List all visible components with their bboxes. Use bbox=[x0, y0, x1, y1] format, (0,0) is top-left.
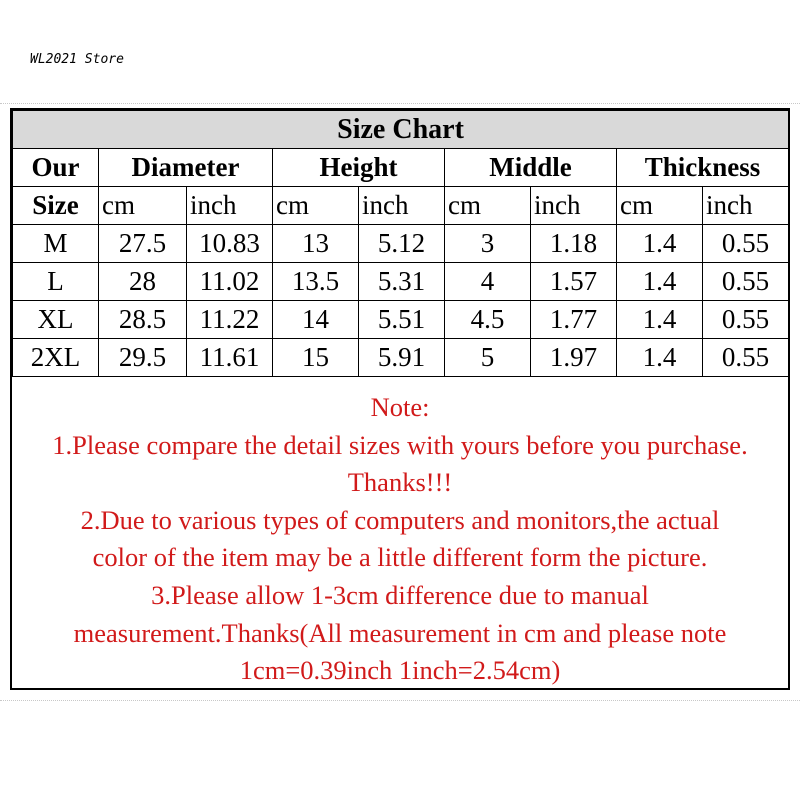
value-cell: 14 bbox=[273, 301, 359, 339]
value-cell: 13 bbox=[273, 225, 359, 263]
unit-cell: cm bbox=[617, 187, 703, 225]
value-cell: 5.31 bbox=[359, 263, 445, 301]
value-cell: 11.02 bbox=[187, 263, 273, 301]
chart-title: Size Chart bbox=[13, 111, 789, 149]
value-cell: 0.55 bbox=[703, 225, 789, 263]
note-line: 1cm=0.39inch 1inch=2.54cm) bbox=[239, 655, 561, 686]
value-cell: 5.12 bbox=[359, 225, 445, 263]
value-cell: 1.4 bbox=[617, 301, 703, 339]
value-cell: 0.55 bbox=[703, 263, 789, 301]
table-row bbox=[13, 263, 789, 301]
value-cell: 11.22 bbox=[187, 301, 273, 339]
unit-cell: inch bbox=[531, 187, 617, 225]
value-cell: 10.83 bbox=[187, 225, 273, 263]
unit-cell: inch bbox=[703, 187, 789, 225]
unit-cell: cm bbox=[273, 187, 359, 225]
size-cell: M bbox=[13, 225, 99, 263]
value-cell: 1.4 bbox=[617, 225, 703, 263]
size-chart bbox=[10, 108, 790, 690]
value-cell: 27.5 bbox=[99, 225, 187, 263]
value-cell: 13.5 bbox=[273, 263, 359, 301]
table-row bbox=[13, 301, 789, 339]
value-cell: 1.77 bbox=[531, 301, 617, 339]
value-cell: 1.97 bbox=[531, 339, 617, 377]
table-row bbox=[13, 339, 789, 377]
note-line: 2.Due to various types of computers and monitors,the actual bbox=[80, 504, 720, 535]
note-line: 1.Please compare the detail sizes with yours before you purchase. bbox=[52, 429, 748, 460]
value-cell: 4 bbox=[445, 263, 531, 301]
value-cell: 15 bbox=[273, 339, 359, 377]
header-height: Height bbox=[273, 149, 445, 187]
value-cell: 29.5 bbox=[99, 339, 187, 377]
value-cell: 3 bbox=[445, 225, 531, 263]
size-cell: 2XL bbox=[13, 339, 99, 377]
unit-cell: inch bbox=[187, 187, 273, 225]
value-cell: 5 bbox=[445, 339, 531, 377]
store-label: WL2021 Store bbox=[30, 52, 124, 67]
value-cell: 1.4 bbox=[617, 263, 703, 301]
size-table bbox=[12, 110, 789, 377]
size-header-bottom: Size bbox=[13, 187, 99, 225]
sheet-gridline bbox=[0, 700, 800, 701]
size-cell: L bbox=[13, 263, 99, 301]
note-section bbox=[12, 373, 788, 688]
unit-cell: inch bbox=[359, 187, 445, 225]
header-diameter: Diameter bbox=[99, 149, 273, 187]
sheet-gridline bbox=[0, 103, 800, 104]
value-cell: 4.5 bbox=[445, 301, 531, 339]
header-thickness: Thickness bbox=[617, 149, 789, 187]
header-middle: Middle bbox=[445, 149, 617, 187]
value-cell: 28 bbox=[99, 263, 187, 301]
size-cell: XL bbox=[13, 301, 99, 339]
value-cell: 5.91 bbox=[359, 339, 445, 377]
value-cell: 1.18 bbox=[531, 225, 617, 263]
value-cell: 5.51 bbox=[359, 301, 445, 339]
size-header-top: Our bbox=[13, 149, 99, 187]
value-cell: 0.55 bbox=[703, 301, 789, 339]
value-cell: 11.61 bbox=[187, 339, 273, 377]
note-line: 3.Please allow 1-3cm difference due to manual bbox=[151, 579, 649, 610]
note-line: Thanks!!! bbox=[347, 467, 453, 498]
value-cell: 0.55 bbox=[703, 339, 789, 377]
value-cell: 1.57 bbox=[531, 263, 617, 301]
note-line: measurement.Thanks(All measurement in cm and please note bbox=[73, 617, 727, 648]
value-cell: 1.4 bbox=[617, 339, 703, 377]
note-line: color of the item may be a little different form the picture. bbox=[92, 542, 708, 573]
value-cell: 28.5 bbox=[99, 301, 187, 339]
unit-cell: cm bbox=[99, 187, 187, 225]
unit-cell: cm bbox=[445, 187, 531, 225]
note-heading: Note: bbox=[370, 392, 430, 422]
table-row bbox=[13, 225, 789, 263]
